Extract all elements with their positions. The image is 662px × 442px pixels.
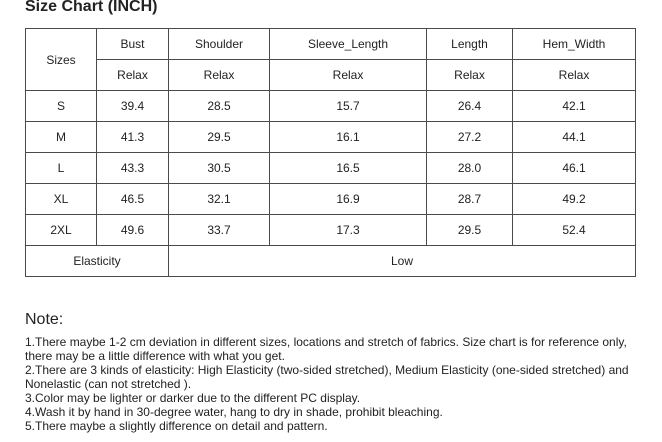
header-row bbox=[26, 29, 636, 60]
length-cell: 29.5 bbox=[427, 215, 513, 246]
note-line: 1.There maybe 1-2 cm deviation in different sizes, locations and stretch of fabrics. Size chart is for reference only, there may be a little difference with what you get. bbox=[25, 335, 627, 363]
length-cell: 28.7 bbox=[427, 184, 513, 215]
size-chart-table bbox=[25, 28, 636, 277]
subheader-row bbox=[26, 60, 636, 91]
size-cell: XL bbox=[26, 184, 97, 215]
sleeve-length-cell: 16.9 bbox=[270, 184, 427, 215]
bust-cell: 46.5 bbox=[97, 184, 169, 215]
table-row bbox=[26, 122, 636, 153]
hem-width-cell: 52.4 bbox=[513, 215, 636, 246]
sleeve-length-cell: 17.3 bbox=[270, 215, 427, 246]
hem-width-cell: 46.1 bbox=[513, 153, 636, 184]
note-line: 3.Color may be lighter or darker due to the different PC display. bbox=[25, 391, 361, 405]
shoulder-cell: 32.1 bbox=[169, 184, 270, 215]
sleeve-length-cell: 16.1 bbox=[270, 122, 427, 153]
bust-cell: 41.3 bbox=[97, 122, 169, 153]
subheader-length: Relax bbox=[427, 60, 513, 91]
header-sizes: Sizes bbox=[26, 29, 97, 91]
note-line: 2.There are 3 kinds of elasticity: High Elasticity (two-sided stretched), Medium Elasticity (one-sided stretched) and Nonelastic (can not stretched ). bbox=[25, 363, 629, 391]
page-title: Size Chart (INCH) bbox=[25, 0, 158, 15]
subheader-sleeve-length: Relax bbox=[270, 60, 427, 91]
shoulder-cell: 29.5 bbox=[169, 122, 270, 153]
notes-list bbox=[25, 335, 637, 433]
header-shoulder: Shoulder bbox=[169, 29, 270, 60]
shoulder-cell: 33.7 bbox=[169, 215, 270, 246]
table-row bbox=[26, 215, 636, 246]
note-line: 4.Wash it by hand in 30-degree water, hang to dry in shade, prohibit bleaching. bbox=[25, 405, 443, 419]
size-cell: S bbox=[26, 91, 97, 122]
size-cell: 2XL bbox=[26, 215, 97, 246]
bust-cell: 49.6 bbox=[97, 215, 169, 246]
size-cell: L bbox=[26, 153, 97, 184]
length-cell: 26.4 bbox=[427, 91, 513, 122]
header-hem-width: Hem_Width bbox=[513, 29, 636, 60]
sleeve-length-cell: 15.7 bbox=[270, 91, 427, 122]
bust-cell: 39.4 bbox=[97, 91, 169, 122]
header-sleeve-length: Sleeve_Length bbox=[270, 29, 427, 60]
table-row bbox=[26, 91, 636, 122]
length-cell: 27.2 bbox=[427, 122, 513, 153]
note-line: 5.There maybe a slightly difference on detail and pattern. bbox=[25, 419, 328, 433]
shoulder-cell: 30.5 bbox=[169, 153, 270, 184]
subheader-shoulder: Relax bbox=[169, 60, 270, 91]
elasticity-row bbox=[26, 246, 636, 277]
size-cell: M bbox=[26, 122, 97, 153]
header-bust: Bust bbox=[97, 29, 169, 60]
length-cell: 28.0 bbox=[427, 153, 513, 184]
bust-cell: 43.3 bbox=[97, 153, 169, 184]
sleeve-length-cell: 16.5 bbox=[270, 153, 427, 184]
hem-width-cell: 49.2 bbox=[513, 184, 636, 215]
shoulder-cell: 28.5 bbox=[169, 91, 270, 122]
note-heading: Note: bbox=[25, 311, 64, 328]
subheader-hem-width: Relax bbox=[513, 60, 636, 91]
header-length: Length bbox=[427, 29, 513, 60]
table-row bbox=[26, 153, 636, 184]
hem-width-cell: 42.1 bbox=[513, 91, 636, 122]
subheader-bust: Relax bbox=[97, 60, 169, 91]
elasticity-label: Elasticity bbox=[26, 246, 169, 277]
hem-width-cell: 44.1 bbox=[513, 122, 636, 153]
elasticity-value: Low bbox=[169, 246, 636, 277]
table-row bbox=[26, 184, 636, 215]
